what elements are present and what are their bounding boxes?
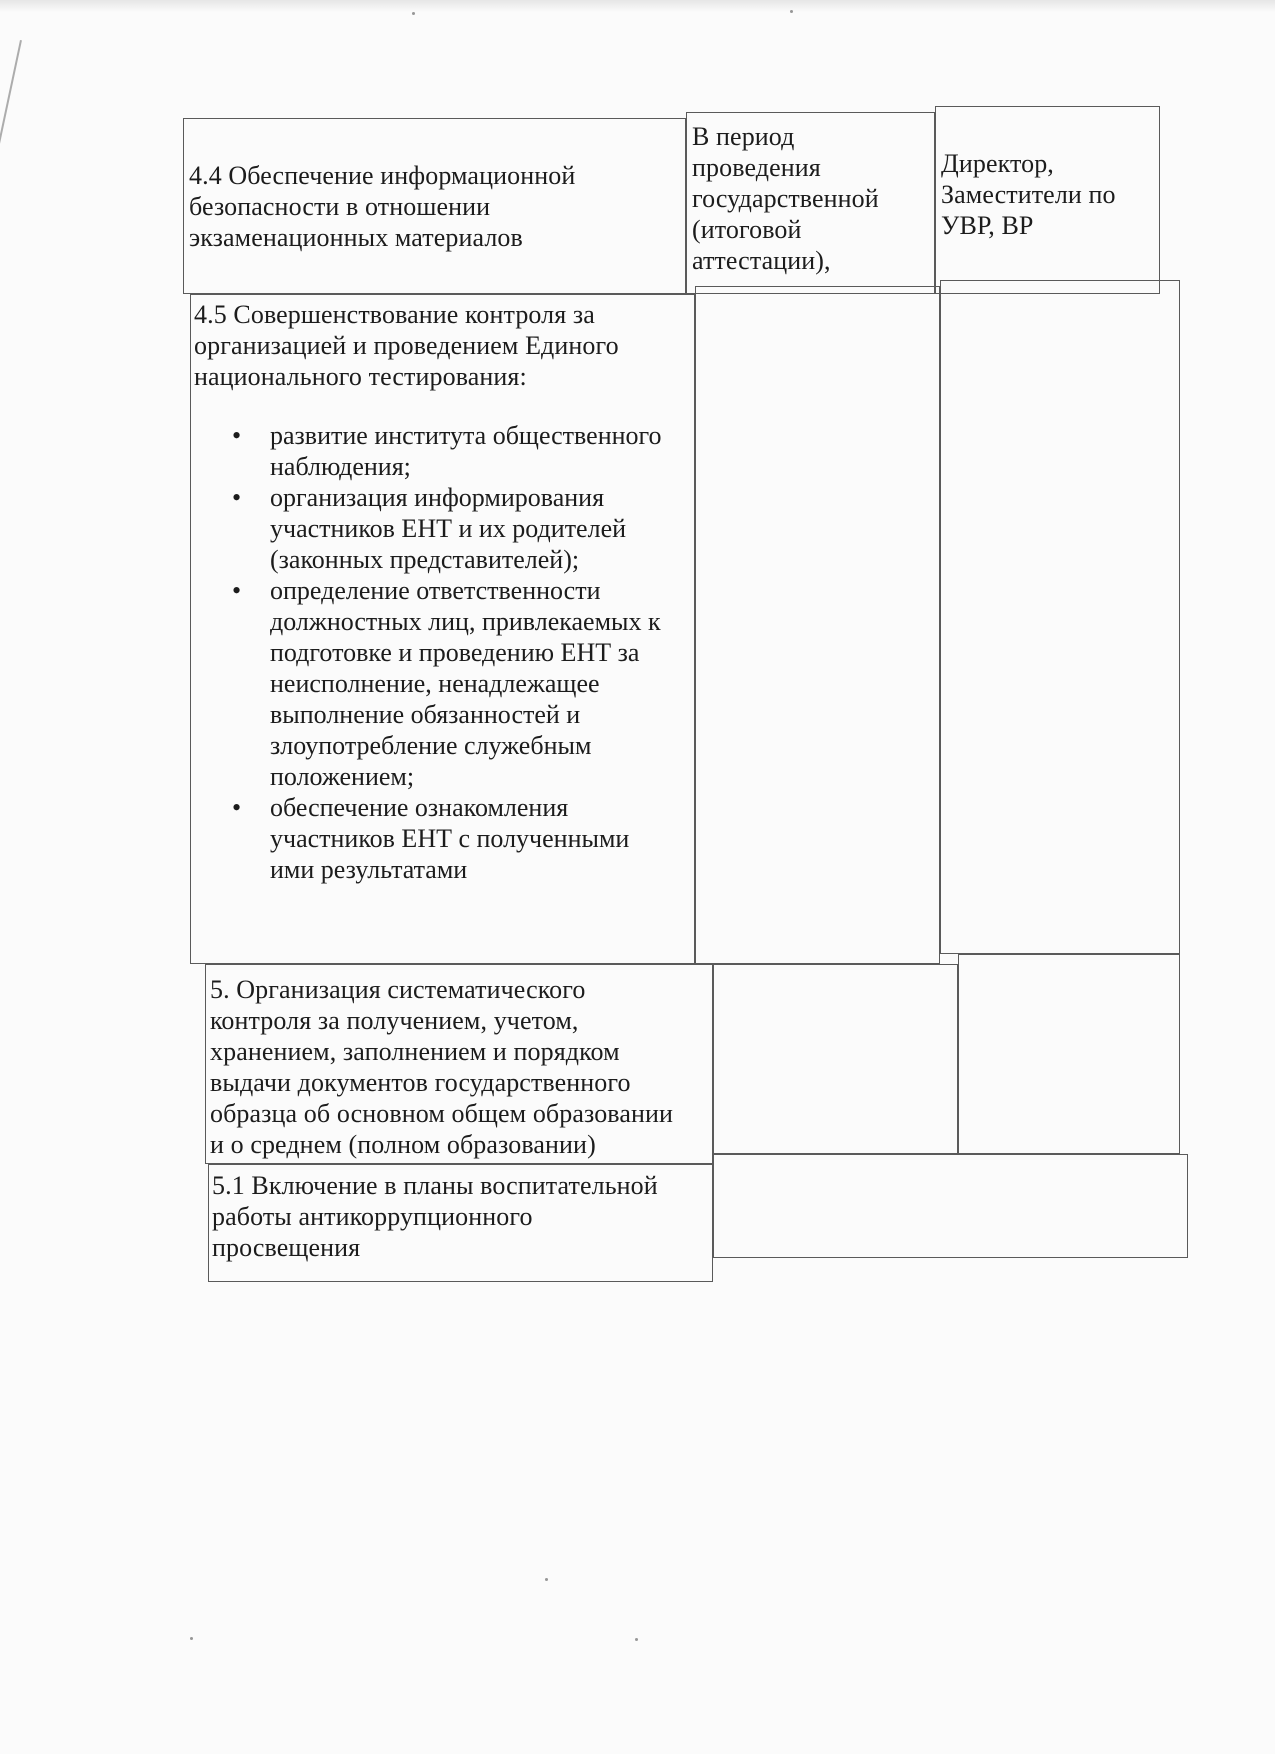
activity-5-1-text: 5.1 Включение в планы воспитательной работы антикоррупционного просвещения: [212, 1171, 658, 1262]
responsible-4-4-text: Директор, Заместители по УВР, ВР: [941, 149, 1116, 240]
period-4-4-text: В период проведения государственной (итоговой аттестации),: [692, 122, 879, 275]
scan-speck: [412, 12, 415, 15]
heading-4-5-text: 4.5 Совершенствование контроля за организацией и проведением Единого национального тестирования:: [194, 300, 619, 391]
scan-speck: [190, 1637, 193, 1640]
scan-edge-mark: [0, 40, 22, 236]
cell-period-4-5: [695, 286, 940, 964]
cell-merged-5-1: [713, 1154, 1188, 1258]
activity-4-4-text: 4.4 Обеспечение информационной безопасности в отношении экзаменационных материалов: [189, 161, 576, 252]
scan-speck: [790, 10, 793, 13]
cell-period-5: [713, 964, 958, 1154]
list-item: • развитие института общественного наблюдения;: [232, 420, 662, 482]
scan-shadow-top: [0, 0, 1275, 12]
activity-5-text: 5. Организация систематического контроля за получением, учетом, хранением, заполнением и порядком выдачи документов государственного образца об основном общем образовании и о среднем (полном образовании): [210, 975, 674, 1159]
scan-speck: [635, 1638, 638, 1641]
list-item: • определение ответственности должностных лиц, привлекаемых к подготовке и проведению ЕНТ за неисполнение, ненадлежащее выполнение обязанностей и злоупотребление служебным положением;: [232, 575, 662, 792]
cell-responsible-5: [958, 954, 1180, 1154]
scan-speck: [545, 1578, 548, 1581]
measures-list: [232, 420, 662, 885]
cell-responsible-4-5: [940, 280, 1180, 954]
list-item: • обеспечение ознакомления участников ЕНТ с полученными ими результатами: [232, 792, 662, 885]
list-item: • организация информирования участников ЕНТ и их родителей (законных представителей);: [232, 482, 662, 575]
